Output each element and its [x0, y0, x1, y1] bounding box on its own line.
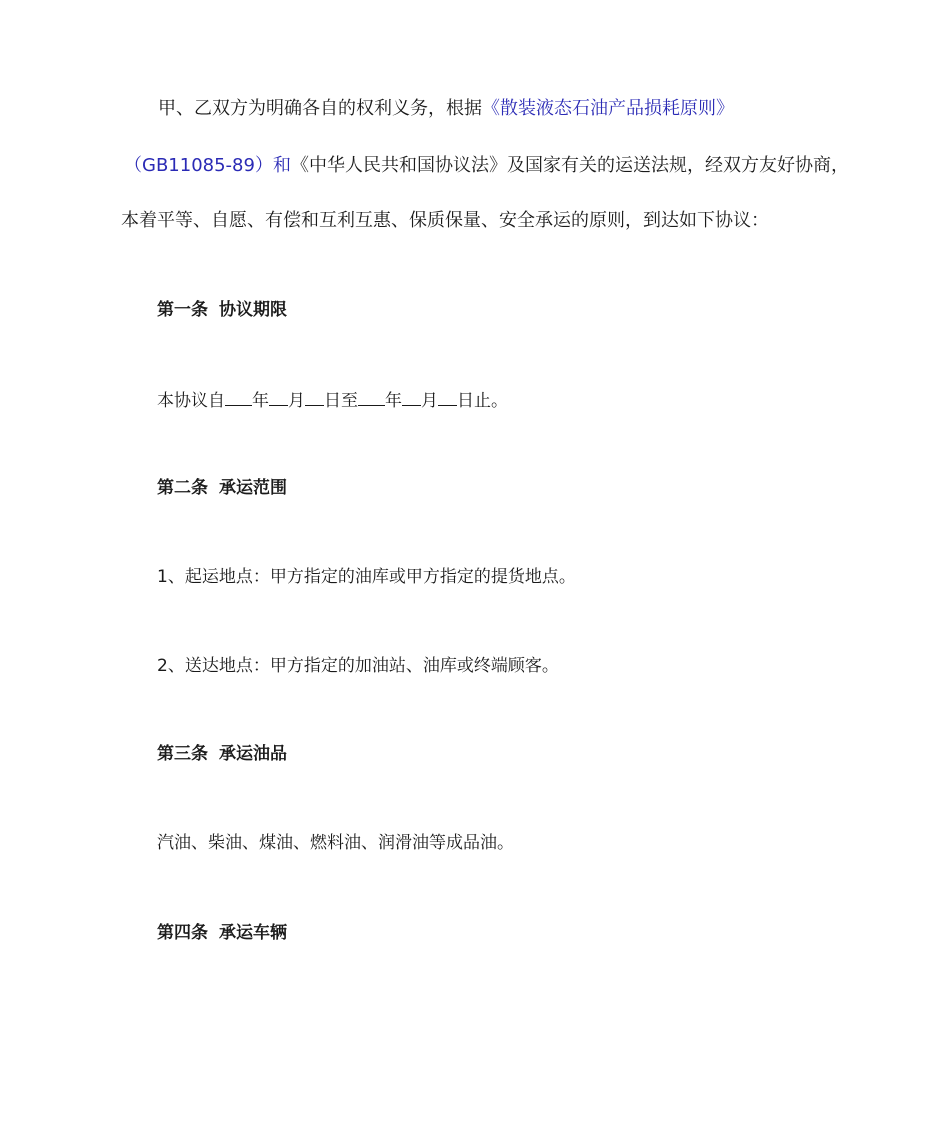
- article-number: 第二条: [157, 478, 208, 498]
- body-text: 本协议自: [157, 391, 225, 411]
- article-4-heading: [157, 921, 287, 945]
- article-title: 承运油品: [219, 744, 287, 764]
- body-text: 年: [385, 391, 402, 411]
- article-title: 承运范围: [219, 478, 287, 498]
- article-2-heading: [157, 476, 287, 500]
- standard-reference-link[interactable]: 《散装液态石油产品损耗原则》: [482, 98, 734, 119]
- intro-text: 《中华人民共和国协议法》及国家有关的运送法规，经双方友好协商，: [290, 155, 849, 176]
- day-blank: [438, 387, 457, 406]
- article-2-item-1: 1、起运地点：甲方指定的油库或甲方指定的提货地点。: [157, 567, 576, 587]
- body-text: 月: [288, 391, 305, 411]
- article-title: 协议期限: [219, 300, 287, 320]
- article-number: 第三条: [157, 744, 208, 764]
- body-text: 年: [252, 391, 269, 411]
- intro-paragraph-line-2: [124, 154, 849, 178]
- intro-paragraph-line-1: [158, 97, 734, 121]
- intro-text: 甲、乙双方为明确各自的权利义务，根据: [158, 98, 482, 119]
- month-blank: [269, 387, 288, 406]
- body-text: 月: [421, 391, 438, 411]
- article-1-body: [157, 387, 508, 413]
- intro-text: 本着平等、自愿、有偿和互利互惠、保质保量、安全承运的原则，到达如下协议：: [121, 210, 769, 231]
- article-number: 第一条: [157, 300, 208, 320]
- article-3-heading: [157, 742, 287, 766]
- month-blank: [402, 387, 421, 406]
- article-1-heading: [157, 298, 287, 322]
- body-text: 日止。: [457, 391, 508, 411]
- year-blank: [358, 387, 385, 406]
- article-title: 承运车辆: [219, 923, 287, 943]
- article-3-body: 汽油、柴油、煤油、燃料油、润滑油等成品油。: [157, 833, 514, 853]
- standard-code-link[interactable]: （GB11085-89）和: [124, 155, 291, 176]
- body-text: 日至: [324, 391, 358, 411]
- day-blank: [305, 387, 324, 406]
- article-number: 第四条: [157, 923, 208, 943]
- year-blank: [225, 387, 252, 406]
- intro-paragraph-line-3: [121, 209, 769, 233]
- article-2-item-2: 2、送达地点：甲方指定的加油站、油库或终端顾客。: [157, 656, 559, 676]
